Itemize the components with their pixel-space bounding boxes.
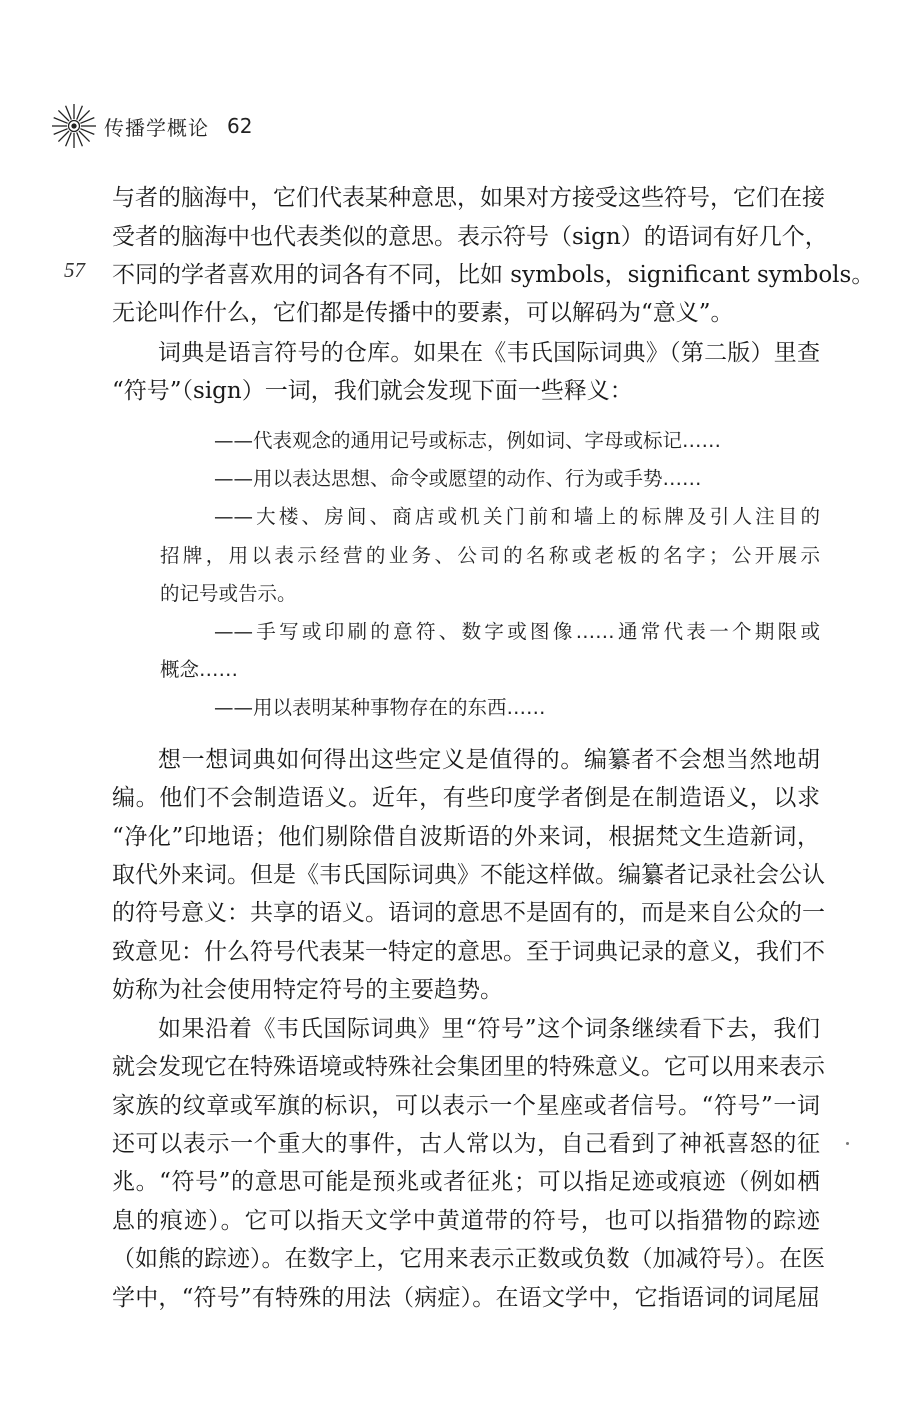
scan-speck	[846, 1142, 849, 1145]
text-line: 致意见：什么符号代表某一特定的意思。至于词典记录的意义，我们不	[112, 939, 825, 965]
text-line: （如熊的踪迹）。在数字上，它用来表示正数或负数（加减符号）。在医	[112, 1246, 825, 1272]
text-line: 学中，“符号”有特殊的用法（病症）。在语文学中，它指语词的词尾屈	[112, 1285, 820, 1311]
text-line: 编。他们不会制造语义。近年，有些印度学者倒是在制造语义，以求	[112, 785, 820, 811]
text-line: 家族的纹章或军旗的标识，可以表示一个星座或者信号。“符号”一词	[112, 1093, 820, 1119]
margin-page-reference: 57	[64, 258, 85, 282]
page-header	[50, 100, 252, 152]
text-line: 的符号意义：共享的语义。语词的意思不是固有的，而是来自公众的一	[112, 900, 825, 926]
quote-line: ——用以表明某种事物存在的东西……	[214, 696, 546, 719]
book-title: 传播学概论	[104, 115, 209, 140]
quote-line: ——用以表达思想、命令或愿望的动作、行为或手势……	[214, 467, 702, 490]
text-line: 息的痕迹）。它可以指天文学中黄道带的符号，也可以指猎物的踪迹	[112, 1208, 820, 1234]
text-line: 与者的脑海中，它们代表某种意思，如果对方接受这些符号，它们在接	[112, 185, 825, 211]
text-line: 如果沿着《韦氏国际词典》里“符号”这个词条继续看下去，我们	[158, 1016, 820, 1042]
text-line: 词典是语言符号的仓库。如果在《韦氏国际词典》（第二版）里查	[158, 340, 820, 366]
text-line: 取代外来词。但是《韦氏国际词典》不能这样做。编纂者记录社会公认	[112, 862, 825, 888]
page-number: 62	[227, 114, 253, 138]
text-line: “净化”印地语；他们剔除借自波斯语的外来词，根据梵文生造新词，	[112, 824, 820, 850]
quote-line: ——手写或印刷的意符、数字或图像……通常代表一个期限或	[214, 620, 820, 643]
text-line: 想一想词典如何得出这些定义是值得的。编纂者不会想当然地胡	[158, 747, 820, 773]
quote-line: 招牌，用以表示经营的业务、公司的名称或老板的名字；公开展示	[160, 544, 820, 567]
quote-line: ——代表观念的通用记号或标志，例如词、字母或标记……	[214, 429, 722, 452]
sunburst-emblem-icon	[50, 102, 98, 150]
text-line: 就会发现它在特殊语境或特殊社会集团里的特殊意义。它可以用来表示	[112, 1054, 825, 1080]
quote-line: ——大楼、房间、商店或机关门前和墙上的标牌及引人注目的	[214, 505, 820, 528]
text-line: 妨称为社会使用特定符号的主要趋势。	[112, 977, 503, 1003]
text-line: 不同的学者喜欢用的词各有不同，比如 symbols，significant symbols。	[112, 262, 875, 288]
text-line: 受者的脑海中也代表类似的意思。表示符号（sign）的语词有好几个，	[112, 224, 828, 250]
text-line: 还可以表示一个重大的事件，古人常以为，自己看到了神祇喜怒的征	[112, 1131, 820, 1157]
text-line: 无论叫作什么，它们都是传播中的要素，可以解码为“意义”。	[112, 300, 734, 326]
text-line: 兆。“符号”的意思可能是预兆或者征兆；可以指足迹或痕迹（例如栖	[112, 1169, 820, 1195]
text-line: “符号”（sign）一词，我们就会发现下面一些释义：	[112, 378, 633, 404]
quote-line: 的记号或告示。	[160, 582, 297, 605]
quote-line: 概念……	[160, 658, 239, 681]
